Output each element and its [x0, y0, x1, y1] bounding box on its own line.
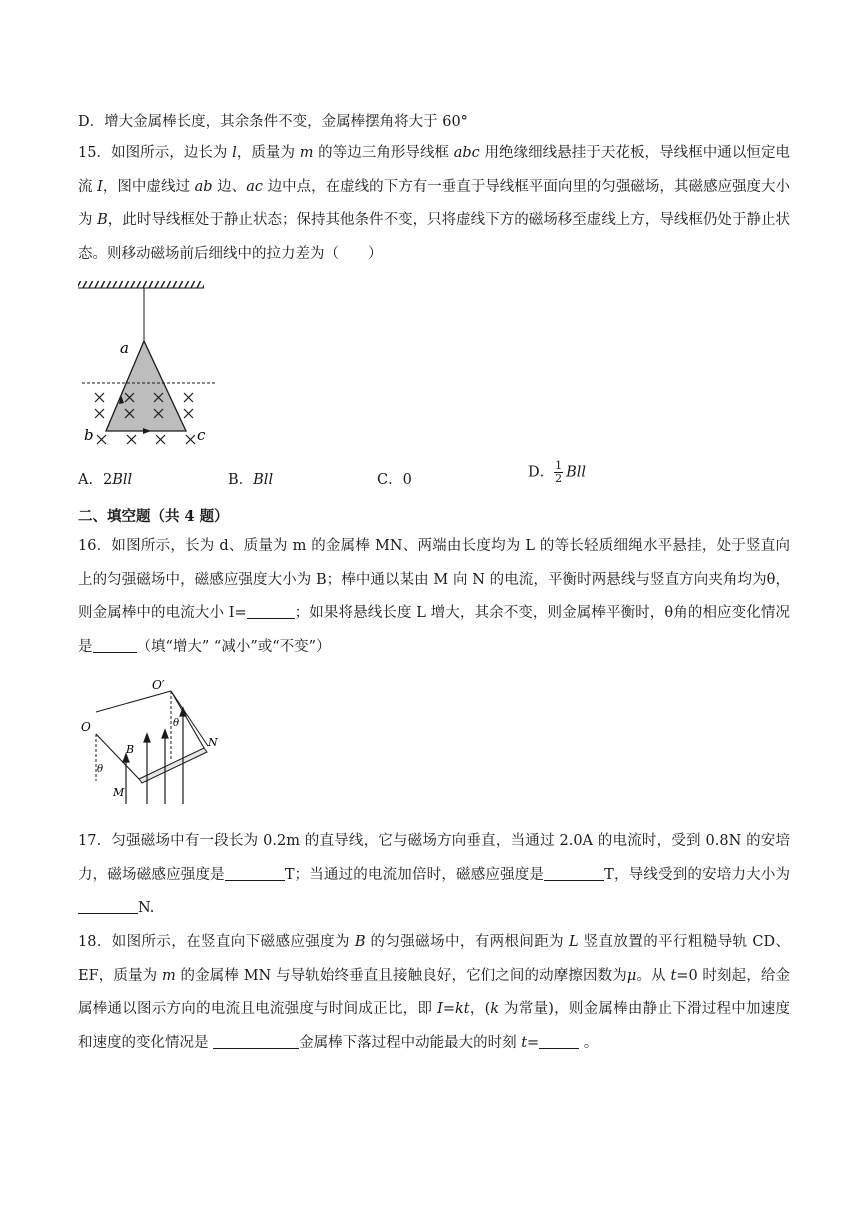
label-a: a	[120, 339, 129, 357]
q17-text: 17．匀强磁场中有一段长为 0.2m 的直导线，它与磁场方向垂直，当通过 2.0A 的电流时，受到 0.8N 的安培力，磁场磁感应强度是 T；当通过的电流加倍时，磁感应强度是 T，导线受到的安培力大小为N.	[78, 833, 791, 916]
q18-blank-time[interactable]	[539, 1034, 579, 1049]
q17-blank-field-strength[interactable]	[225, 866, 285, 881]
q16-blank-current[interactable]	[247, 604, 295, 619]
metal-rod	[139, 748, 207, 783]
label-N: N	[208, 736, 218, 749]
label-O-prime: O′	[152, 678, 165, 692]
q17-blank-field-strength-doubled[interactable]	[544, 866, 604, 881]
label-M: M	[113, 786, 125, 799]
q15-option-d: D． $\frac{1}{2}$ Bll	[528, 459, 587, 485]
triangle-frame	[106, 341, 186, 431]
q16-blank-angle-change[interactable]	[93, 638, 137, 653]
label-theta-left: θ	[97, 764, 104, 775]
ceiling-hatch	[78, 281, 204, 288]
q15-text: 15．如图所示，边长为 l，质量为 m 的等边三角形导线框 abc 用绝缘细线悬挂于天花板，导线框中通以恒定电流 I，图中虚线过 ab 边、ac 边中点，在虚线的下方有一垂直于导线框平面向里的匀强磁场，其磁感应强度大小为 B，此时导线框处于静止状态；保持其他条件不变，只将虚线下方的磁场移至虚线上方，导线框仍处于静止状态。则移动磁场前后细线中的拉力差为（ ）	[78, 145, 791, 262]
section-fill-in-heading: 二、填空题（共 4 题）	[78, 508, 229, 525]
q17-blank-force[interactable]	[78, 899, 138, 914]
label-theta-right: θ	[173, 718, 180, 729]
q15-option-a: A．2Bll	[78, 472, 133, 488]
q15-triangle-figure	[76, 280, 226, 450]
q14-option-d: D．增大金属棒长度，其余条件不变，金属棒摆角将大于 60°	[78, 114, 468, 130]
label-O: O	[81, 720, 91, 734]
q15-option-c: C．0	[377, 472, 412, 488]
fraction-one-half: $\frac{1}{2}$	[555, 459, 563, 485]
label-c: c	[197, 426, 206, 444]
q15-option-b: B．Bll	[228, 472, 274, 488]
label-b: b	[84, 426, 94, 444]
q18-text: 18．如图所示，在竖直向下磁感应强度为 B 的匀强磁场中，有两根间距为 L 竖直放置的平行粗糙导轨 CD、EF，质量为 m 的金属棒 MN 与导轨始终垂直且接触良好，它们之间的动摩擦因数为μ。从 t=0 时刻起，给金属棒通以图示方向的电流且电流强度与时间成正比，即 I=kt，(k 为常量)，则金属棒由静止下滑过程中加速度和速度的变化情况是 金属棒下落过程中动能最大的时刻 t= 。	[78, 934, 791, 1051]
label-B: B	[126, 743, 135, 756]
q16-hanging-rod-figure	[76, 676, 226, 806]
q16-text: 16．如图所示，长为 d、质量为 m 的金属棒 MN、两端由长度均为 L 的等长轻质细绳水平悬挂，处于竖直向上的匀强磁场中，磁感应强度大小为 B；棒中通以某由 M 向 N 的电流，平衡时两悬线与竖直方向夹角均为θ，则金属棒中的电流大小 I= ；如果将悬线长度 L 增大，其余不变，则金属棒平衡时，θ角的相应变化情况是 （填“增大” “减小”或“不变”）	[78, 538, 790, 655]
top-frame-back	[96, 691, 171, 712]
q18-blank-motion[interactable]	[213, 1034, 299, 1049]
